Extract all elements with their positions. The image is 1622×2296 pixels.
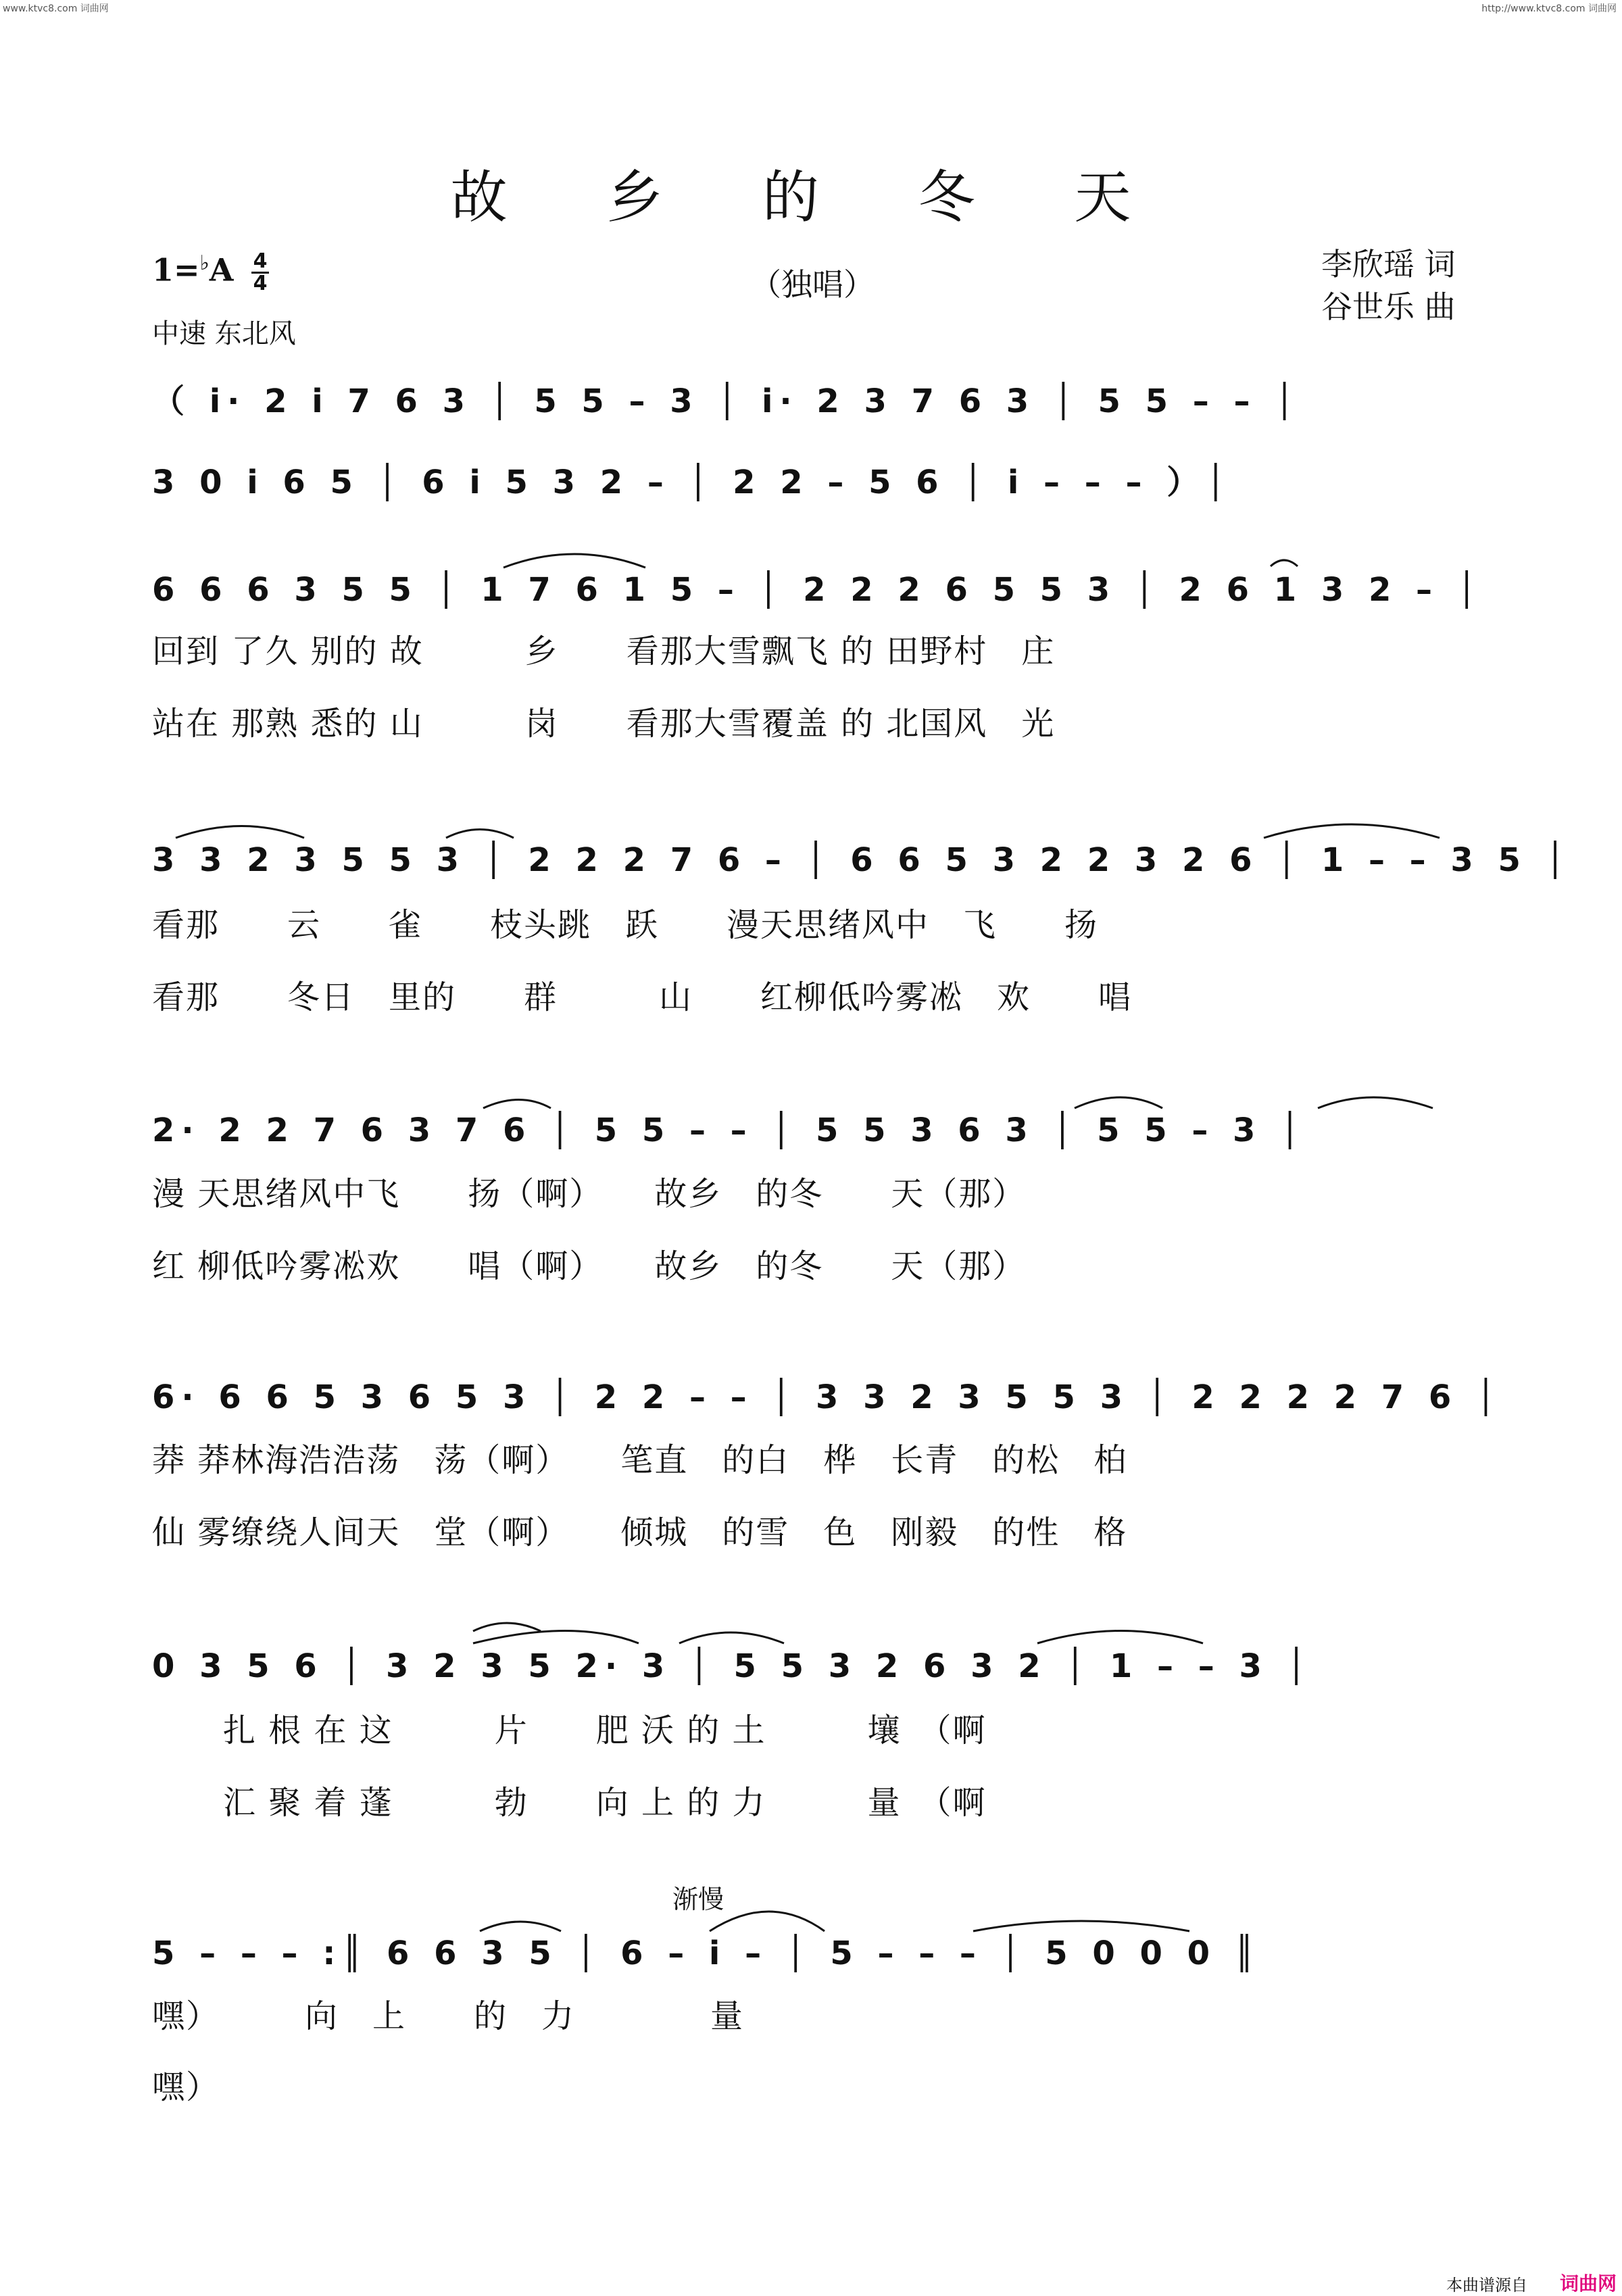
lyrics-line-6-verse-2: 仙 雾缭绕人间天 堂（啊） 倾城 的雪 色 刚毅 的性 格 — [152, 1514, 1128, 1551]
notes-line-3: 6 6 6 3 5 5 │ 1 7 6 1 5 – │ 2 2 2 6 5 5 3 │ 2 6 1 3 2 – │ — [152, 571, 1483, 609]
slur — [480, 1922, 561, 1931]
composer: 谷世乐 曲 — [1321, 289, 1456, 325]
key-note: A — [209, 251, 234, 289]
lyrics-line-7-verse-2: 汇 聚 着 蓬 勃 向 上 的 力 量 （啊 — [223, 1784, 987, 1822]
lyricist: 李欣瑶 词 — [1321, 246, 1456, 282]
slur — [1271, 560, 1298, 566]
slur — [973, 1921, 1189, 1931]
notes-line-6: 6· 6 6 5 3 6 5 3 │ 2 2 – – │ 3 3 2 3 5 5 3 │ 2 2 2 2 7 6 │ — [152, 1378, 1502, 1416]
performance-type: （独唱） — [750, 266, 875, 303]
slur — [1264, 824, 1440, 838]
lyrics-line-8-verse-1: 嘿） 向 上 的 力 量 — [152, 1997, 745, 2035]
notes-line-1: （ i· 2 i 7 6 3 │ 5 5 – 3 │ i· 2 3 7 6 3 │ 5 5 – – │ — [152, 382, 1302, 420]
lyrics-line-4-verse-2: 看那 冬日 里的 群 山 红柳低吟雾凇 欢 唱 — [152, 978, 1133, 1016]
lyrics-line-8-verse-2: 嘿） — [152, 2068, 220, 2106]
lyrics-line-4-verse-1: 看那 云 雀 枝头跳 跃 漫天思绪风中 飞 扬 — [152, 906, 1099, 944]
site-mark-left: www.ktvc8.com 词曲网 — [3, 3, 109, 14]
flat-sign: ♭ — [199, 251, 210, 275]
song-title: 故 乡 的 冬 天 — [450, 164, 1172, 230]
lyrics-line-6-verse-1: 莽 莽林海浩浩荡 荡（啊） 笔直 的白 桦 长青 的松 柏 — [152, 1441, 1128, 1479]
slur — [1318, 1097, 1433, 1108]
site-mark-right: http://www.ktvc8.com 词曲网 — [1481, 3, 1617, 14]
notes-line-7: 0 3 5 6 │ 3 2 3 5 2· 3 │ 5 5 3 2 6 3 2 │ 1 – – 3 │ — [152, 1647, 1313, 1685]
slur — [1037, 1631, 1203, 1644]
slur — [679, 1632, 784, 1643]
key-label: 1= — [152, 251, 200, 289]
notes-line-8: 5 – – – :║ 6 6 3 5 │ 6 – i – │ 5 – – – │ 5 0 0 0 ║ — [152, 1935, 1261, 1972]
slur — [473, 1623, 541, 1631]
time-bottom: 4 — [253, 272, 268, 295]
lyrics-line-3-verse-2: 站在 那熟 悉的 山 岗 看那大雪覆盖 的 北国风 光 — [152, 705, 1056, 743]
lyrics-line-3-verse-1: 回到 了久 别的 故 乡 看那大雪飘飞 的 田野村 庄 — [152, 632, 1056, 670]
lyrics-line-5-verse-1: 漫 天思绪风中飞 扬（啊） 故乡 的冬 天（那） — [152, 1175, 1027, 1213]
notes-line-4: 3 3 2 3 5 5 3 │ 2 2 2 7 6 – │ 6 6 5 3 2 2 3 2 6 │ 1 – – 3 5 │ — [152, 841, 1572, 879]
notes-line-5: 2· 2 2 7 6 3 7 6 │ 5 5 – – │ 5 5 3 6 3 │ 5 5 – 3 │ — [152, 1112, 1307, 1149]
slur — [503, 554, 645, 568]
slur — [710, 1912, 825, 1931]
ritardando-mark: 渐慢 — [672, 1885, 724, 1914]
notes-line-2: 3 0 i 6 5 │ 6 i 5 3 2 – │ 2 2 – 5 6 │ i – – – ）│ — [152, 464, 1233, 501]
slur — [473, 1631, 639, 1644]
time-top: 4 — [253, 249, 268, 273]
key-signature — [152, 251, 233, 288]
slur — [446, 830, 514, 839]
lyrics-line-7-verse-1: 扎 根 在 这 片 肥 沃 的 土 壤 （啊 — [223, 1712, 987, 1749]
tempo-style: 中速 东北风 — [152, 318, 296, 349]
slur — [176, 826, 304, 839]
footer-site: 词曲网 — [1560, 2272, 1617, 2295]
time-signature — [251, 251, 269, 294]
footer-source: 本曲谱源自 — [1446, 2276, 1527, 2295]
slur — [1075, 1097, 1162, 1108]
lyrics-line-5-verse-2: 红 柳低吟雾凇欢 唱（啊） 故乡 的冬 天（那） — [152, 1247, 1027, 1285]
slur — [483, 1100, 551, 1109]
